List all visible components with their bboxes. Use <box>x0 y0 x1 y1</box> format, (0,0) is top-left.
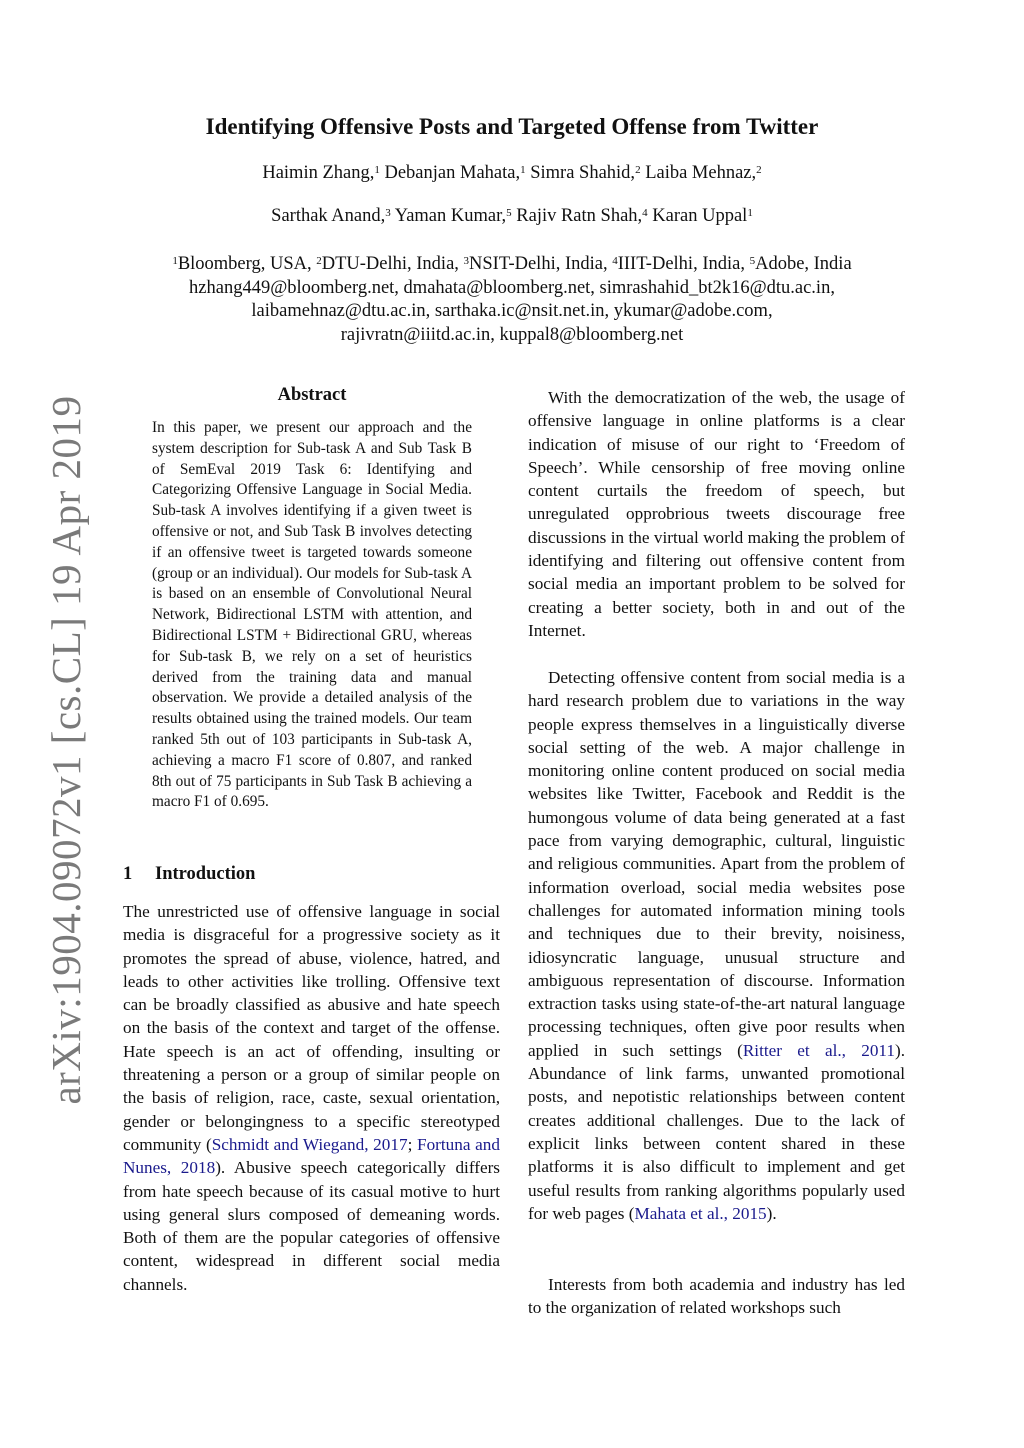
arxiv-stamp: arXiv:1904.09072v1 [cs.CL] 19 Apr 2019 <box>43 395 89 1105</box>
email-line: rajivratn@iiitd.ac.in, kuppal8@bloomberg.net <box>340 324 684 345</box>
author: Karan Uppal$^1$ <box>652 206 753 226</box>
author: Yaman Kumar,$^5$ <box>394 206 512 226</box>
affiliations <box>0 253 1024 347</box>
authors-line-1 <box>0 161 1024 185</box>
email-line: hzhang449@bloomberg.net, dmahata@bloomberg.net, simrashahid_bt2k16@dtu.ac.in, <box>189 277 835 298</box>
section-title: Introduction <box>155 864 256 884</box>
author: Simra Shahid,$^2$ <box>530 163 641 183</box>
abstract-text: In this paper, we present our approach and the system description for Sub-task A and Sub Task B of SemEval 2019 Task 6: Identifying and Categorizing Offensive Language in Social Media. Sub-task A involves identifying if a given tweet is offensive or not, and Sub Task B involves detecting if an offensive tweet is targeted towards someone (group or an individual). Our models for Sub-task A is based on an ensemble of Convolutional Neural Network, Bidirectional LSTM with attention, and Bidirectional LSTM + Bidirectional GRU, whereas for Sub-task B, we rely on a set of heuristics derived from the training data and manual observation. We provide a detailed analysis of the results obtained using the trained models. Our team ranked 5th out of 103 participants in Sub-task A, achieving a macro F1 score of 0.807, and ranked 8th out of 75 participants in Sub Task B achieving a macro F1 of 0.695. <box>152 419 472 811</box>
citation-link[interactable]: Ritter et al., 2011 <box>742 1040 895 1060</box>
affiliation-line: $^1$Bloomberg, USA, $^2$DTU-Delhi, India, $^3$NSIT-Delhi, India, $^4$IIIT-Delhi, India, $^5$Adobe, India <box>172 254 852 274</box>
abstract-heading: Abstract <box>277 385 347 405</box>
paper-title: Identifying Offensive Posts and Targeted Offense from Twitter <box>205 114 819 139</box>
email-line: laibamehnaz@dtu.ac.in, sarthaka.ic@nsit.net.in, ykumar@adobe.com, <box>251 301 773 321</box>
right-paragraph-1: With the democratization of the web, the usage of offensive language in online platforms is a clear indication of misuse of our right to ‘Freedom of Speech’. While censorship of free moving online content curtails the freedom of speech, but unregulated opprobrious tweets discourage free discussions in the virtual world making the problem of identifying and filtering out offensive content from social media an important problem to be solved for creating a better society, both in and out of the Internet. <box>528 388 905 640</box>
citation-link[interactable]: Mahata et al., 2015 <box>634 1203 767 1223</box>
author: Sarthak Anand,$^3$ <box>271 206 391 226</box>
right-paragraph-3: Interests from both academia and industry has led to the organization of related workshops such <box>528 1275 905 1318</box>
section-heading <box>123 862 503 886</box>
citation-link[interactable]: Schmidt and Wiegand, 2017 <box>211 1134 408 1154</box>
author: Rajiv Ratn Shah,$^4$ <box>516 206 648 226</box>
authors-line-2 <box>0 204 1024 228</box>
author: Haimin Zhang,$^1$ <box>262 163 380 183</box>
author: Debanjan Mahata,$^1$ <box>384 163 526 183</box>
section-number: 1 <box>123 864 133 884</box>
intro-paragraph: The unrestricted use of offensive language in social media is disgraceful for a progressive society as it promotes the spread of abuse, violence, hatred, and leads to other activities like trolling. Offensive text can be broadly classified as abusive and hate speech on the basis of the context and target of the offense. Hate speech is an act of offending, insulting or threatening a person or a group of similar people on the basis of religion, race, caste, sexual orientation, gender or belongingness to a specific stereotyped community (Schmidt and Wiegand, 2017; Fortuna and Nunes, 2018). Abusive speech categorically differs from hate speech because of its casual motive to hurt using general slurs composed of demeaning words. Both of them are the popular categories of offensive content, widespread in different social media channels. <box>123 902 500 1294</box>
right-paragraph-2: Detecting offensive content from social media is a hard research problem due to variations in the way people express themselves in a linguistically diverse social setting of the web. A major challenge in monitoring online content produced on social media websites like Twitter, Facebook and Reddit is the humongous volume of data being generated at a fast pace from varying demographic, cultural, linguistic and religious communities. Apart from the problem of information overload, social media websites pose challenges for automated information mining tools and techniques due to their brevity, noisiness, idiosyncratic language, unusual structure and ambiguous representation of discourse. Information extraction tasks using state-of-the-art natural language processing techniques, often give poor results when applied in such settings (Ritter et al., 2011). Abundance of link farms, unwanted promotional posts, and nepotistic relationships between content creates additional challenges. Due to the lack of explicit links between content shared in these platforms it is also difficult to implement and get useful results from ranking algorithms popularly used for web pages (Mahata et al., 2015). <box>528 668 905 1223</box>
author: Laiba Mehnaz,$^2$ <box>645 163 762 183</box>
citation-link[interactable]: Fortuna and Nunes, 2018 <box>123 1134 500 1178</box>
